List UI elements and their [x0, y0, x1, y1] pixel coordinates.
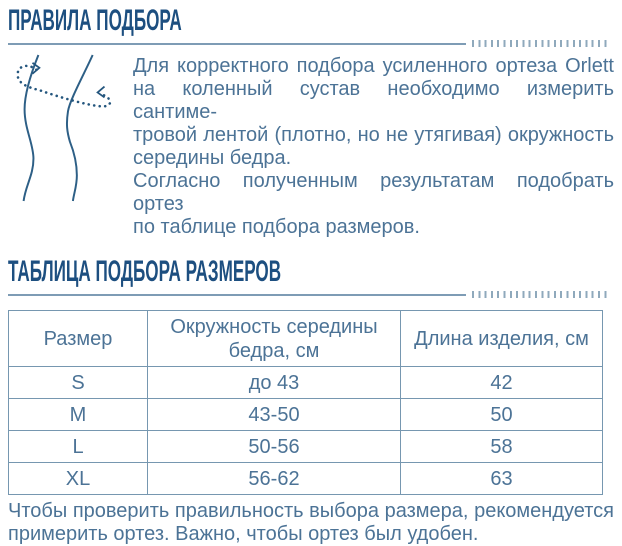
paragraph-line: тровой лентой (плотно, но не утягивая) окружность [133, 124, 614, 146]
arrowhead-left-icon [98, 87, 105, 98]
paragraph-line: на коленный сустав необходимо измерить сантиме- [133, 78, 614, 123]
size-table-section [8, 255, 614, 495]
heading-underline [8, 294, 466, 296]
circumference-cell: 50-56 [148, 431, 401, 463]
heading-underline [8, 43, 466, 45]
length-cell: 50 [401, 399, 603, 431]
rules-paragraph [126, 55, 614, 239]
table-row [9, 431, 603, 463]
length-cell: 42 [401, 367, 603, 399]
table-row [9, 367, 603, 399]
size-cell: XL [9, 463, 148, 495]
heading-rule [8, 40, 610, 47]
paragraph-line: Для корректного подбора усиленного ортеза Orlett [133, 55, 614, 77]
paragraph-line: середины бедра. [133, 147, 292, 169]
leg-outline-left [24, 55, 39, 201]
footer-note [8, 500, 614, 546]
size-table [8, 310, 603, 495]
footer-line: примерить ортез. Важно, чтобы ортез был удобен. [8, 523, 479, 545]
length-cell: 58 [401, 431, 603, 463]
size-cell: M [9, 399, 148, 431]
footer-line: Чтобы проверить правильность выбора размера, рекомендуется [8, 500, 614, 522]
knee-measurement-icon [8, 55, 126, 201]
table-title: ТАБЛИЦА ПОДБОРА РАЗМЕРОВ [8, 255, 282, 288]
rules-title: ПРАВИЛА ПОДБОРА [8, 4, 182, 37]
tick-strip [472, 40, 610, 47]
rules-section-heading [8, 4, 614, 37]
column-header-length: Длина изделия, см [401, 311, 603, 367]
size-cell: S [9, 367, 148, 399]
table-row [9, 399, 603, 431]
table-header-row [9, 311, 603, 367]
table-section-heading [8, 255, 614, 288]
circumference-cell: 43-50 [148, 399, 401, 431]
leg-outline-right [67, 55, 93, 201]
table-row [9, 463, 603, 495]
circumference-cell: до 43 [148, 367, 401, 399]
paragraph-line: по таблице подбора размеров. [133, 216, 420, 238]
length-cell: 63 [401, 463, 603, 495]
tick-strip [472, 291, 610, 298]
circumference-cell: 56-62 [148, 463, 401, 495]
column-header-size: Размер [9, 311, 148, 367]
size-cell: L [9, 431, 148, 463]
rules-section-body [8, 55, 614, 239]
paragraph-line: Согласно полученным результатам подобрать ортез [133, 170, 614, 215]
column-header-circumference: Окружность середины бедра, см [148, 311, 401, 367]
heading-rule [8, 291, 610, 298]
